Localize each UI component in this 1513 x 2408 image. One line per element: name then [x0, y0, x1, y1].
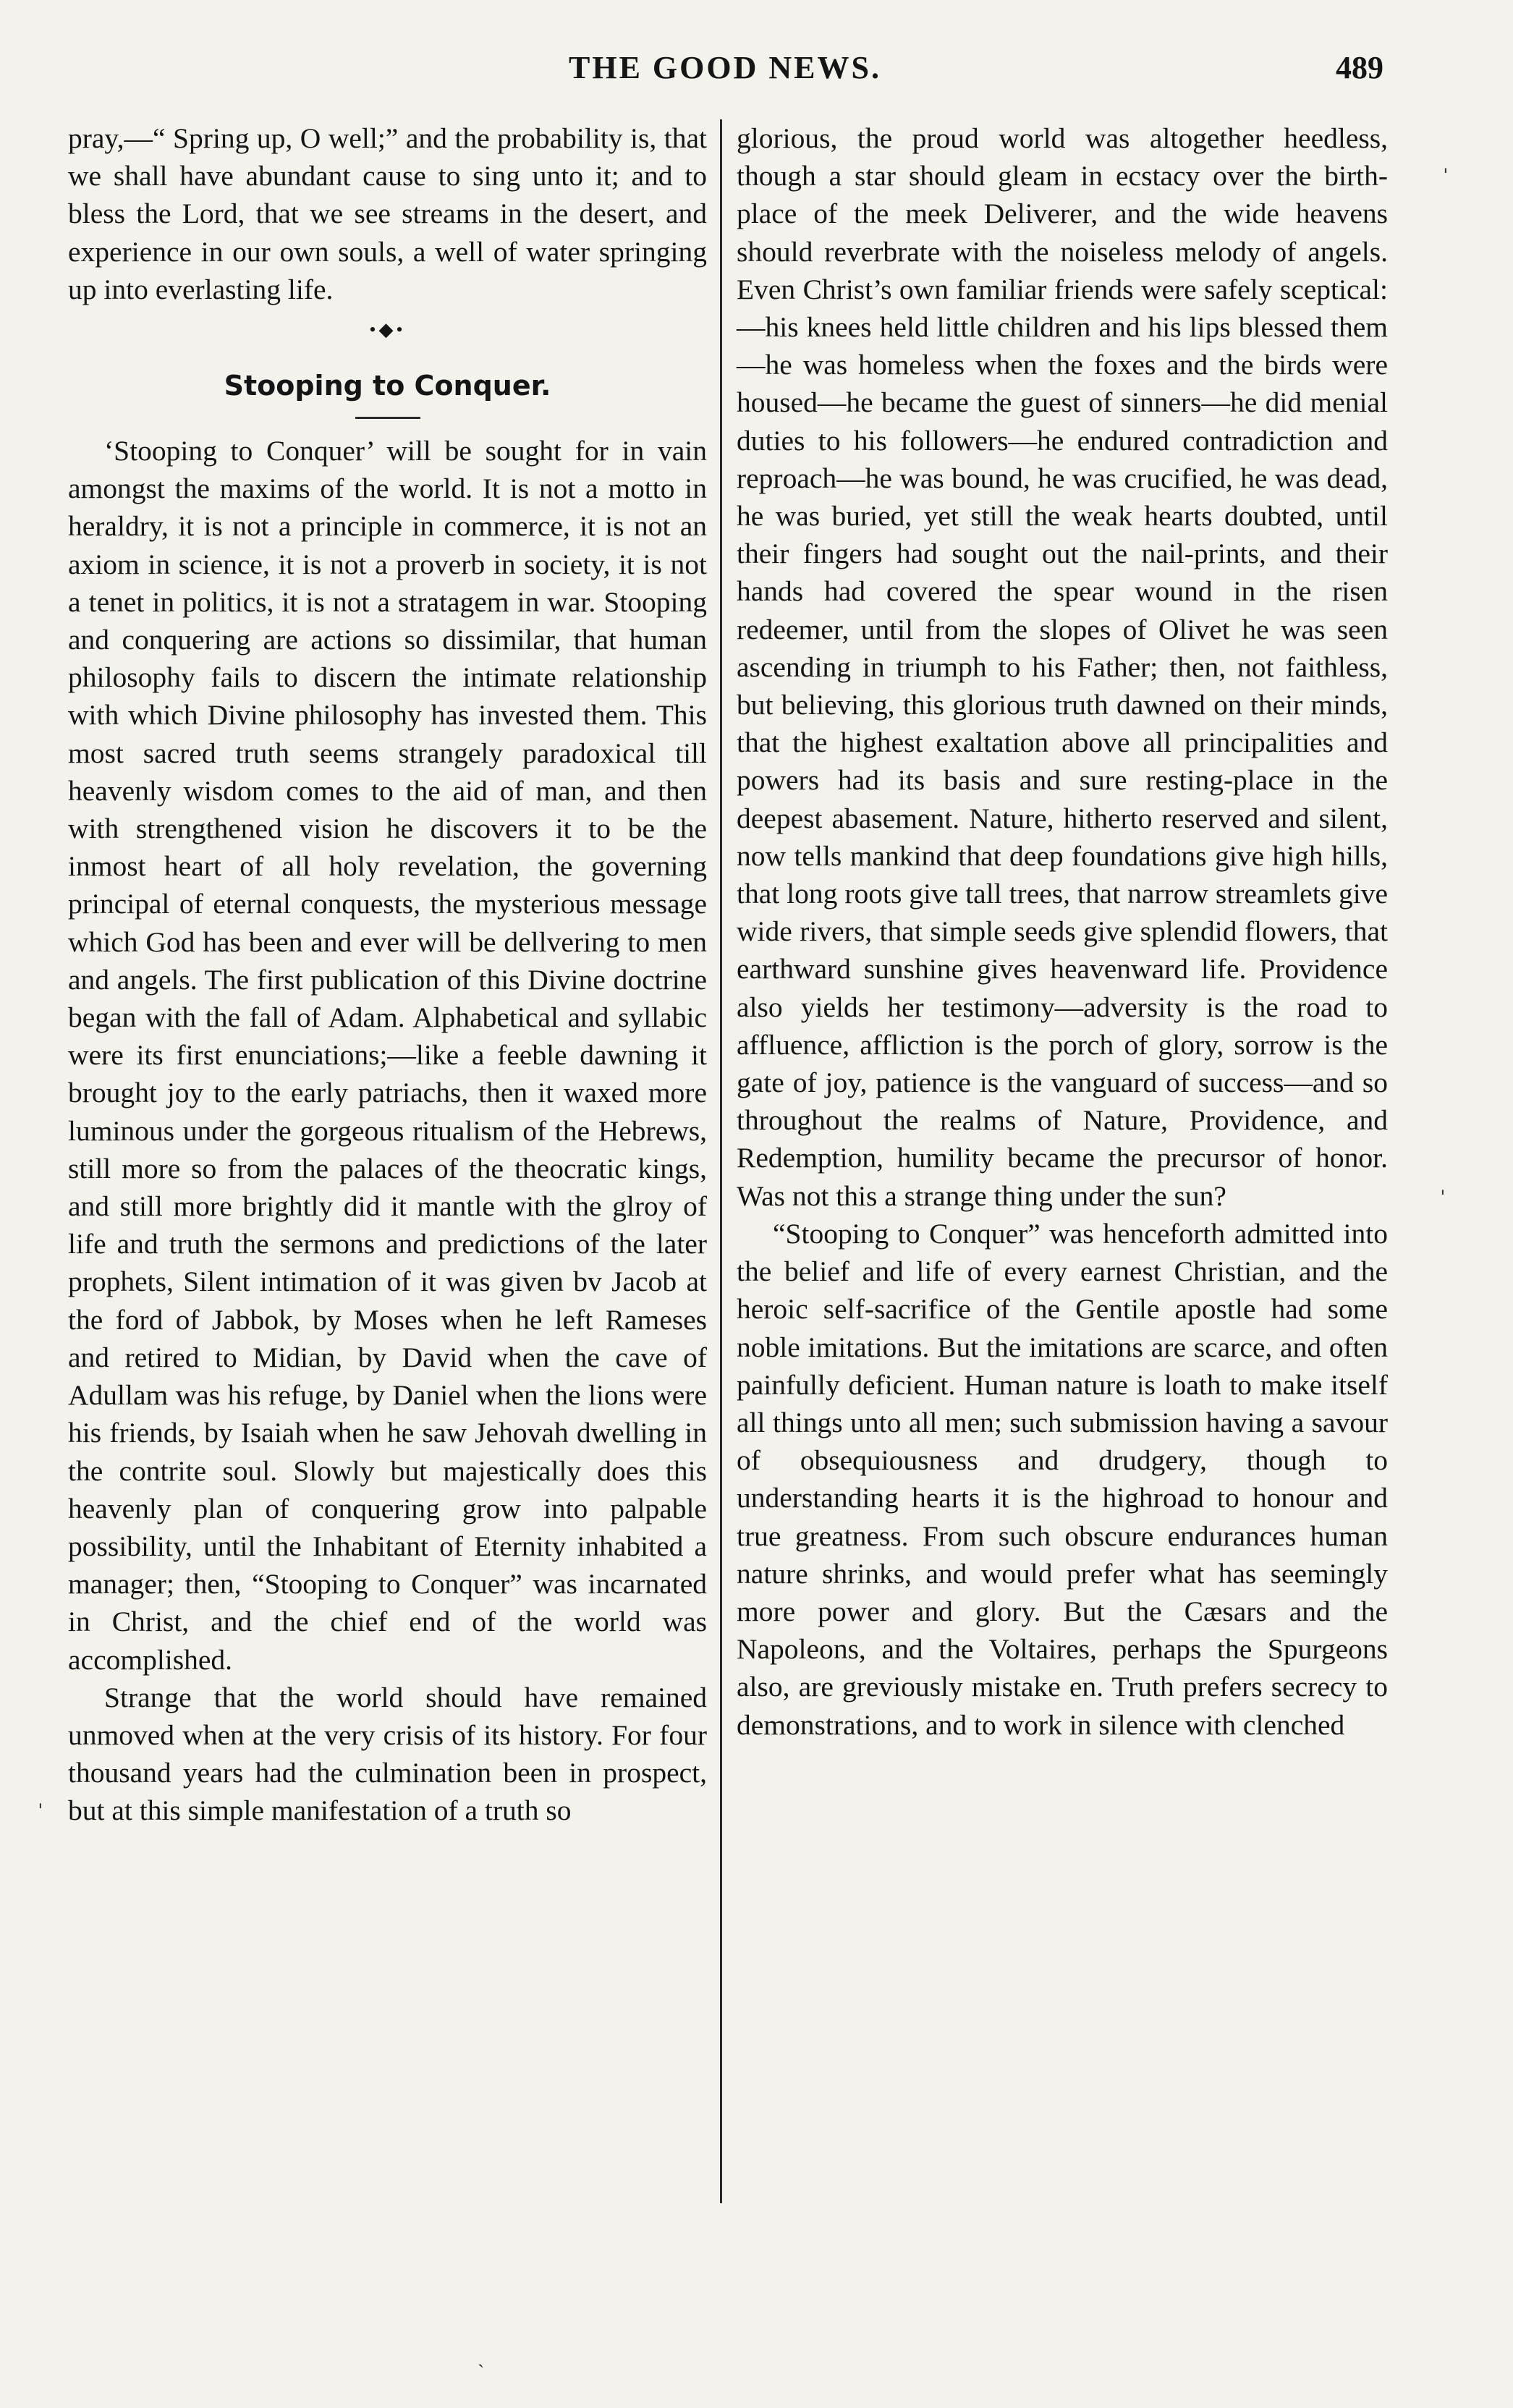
section-ornament: •◆•: [369, 319, 406, 341]
running-head: [67, 49, 1383, 97]
article-paragraph-2: Strange that the world should have remained unmoved when at the very crisis of its history. For four thousand years had the culmination been in prospect, but at this simple manifestation of a truth so: [68, 1681, 707, 1827]
scan-speck: ˈ: [1440, 1187, 1446, 1211]
left-column: [68, 119, 707, 1830]
article-paragraph-1: ‘Stooping to Conquer’ will be sought for in vain amongst the maxims of the world. It is not a motto in heraldry, it is not a principle in commerce, it is not an axiom in science, it is not a proverb in society, it is not a tenet in politics, it is not a stratagem in war. Stooping and conquering are actions so dissimilar, that human philosophy fails to discern the intimate relationship with which Divine philosophy has invested them. This most sacred truth seems strangely paradoxical till heavenly wisdom comes to the aid of man, and then with strengthened vision he discovers it to be the inmost heart of all holy revelation, the governing principal of eternal conquests, the mysterious message which God has been and ever will be dellvering to men and angels. The first publication of this Divine doctrine began with the fall of Adam. Alphabetical and syllabic were its first enunciations;—like a feeble dawning it brought joy to the early patriachs, then it waxed more luminous under the gorgeous ritualism of the Hebrews, still more so from the palaces of the theocratic kings, and still more brightly did it mantle with the glroy of life and truth the sermons and predictions of the later prophets, Silent intimation of it was given bv Jacob at the ford of Jabbok, by Moses when he left Rameses and retired to Midian, by David when the cave of Adullam was his refuge, by Daniel when the lions were his friends, by Isaiah when he saw Jehovah dwelling in the contrite soul. Slowly but majestically does this heavenly plan of conquering grow into palpable possibility, until the Inhabitant of Eternity inhabited a manager; then, “Stooping to Conquer” was incarnated in Christ, and the chief end of the world was accomplished.: [68, 435, 707, 1676]
right-column: [737, 119, 1388, 1744]
scan-speck: ˎ: [478, 2344, 485, 2368]
title-divider: [355, 417, 420, 419]
column-divider: [720, 119, 722, 2203]
intro-paragraph: pray,—“ Spring up, O well;” and the probability is, that we shall have abundant cause to sing unto it; and to bless the Lord, that we see streams in the desert, and experience in our own souls, a well of water springing up into everlasting life.: [68, 122, 707, 305]
article-paragraph-4: “Stooping to Conquer” was henceforth admitted into the belief and life of every earnest Christian, and the heroic self-sacrifice of the Gentile apostle had some noble imitations. But the imitations are scarce, and often painfully deficient. Human nature is loath to make itself all things unto all men; such submission having a savour of obsequiousness and drudgery, though to understanding hearts it is the highroad to honour and true greatness. From such obscure endurances human nature shrinks, and would prefer what has seemingly more power and glory. But the Cæsars and the Napoleons, and the Voltaires, perhaps the Spurgeons also, are greviously mistake en. Truth prefers secrecy to demonstrations, and to work in silence with clenched: [737, 1217, 1388, 1741]
journal-title: THE GOOD NEWS.: [569, 50, 881, 85]
scan-speck: ˈ: [38, 1800, 43, 1824]
article-paragraph-3: glorious, the proud world was altogether heedless, though a star should gleam in ecstacy over the birth-place of the meek Deliverer, and the wide heavens should reverbrate with the noiseless melody of angels. Even Christ’s own familiar friends were safely sceptical:—his knees held little children and his lips blessed them—he was homeless when the foxes and the birds were housed—he became the guest of sinners—he did menial duties to his followers—he endured contradiction and reproach—he was bound, he was crucified, he was dead, he was buried, yet still the weak hearts doubted, until their fingers had sought out the nail-prints, and their hands had covered the spear wound in the risen redeemer, until from the slopes of Olivet he was seen ascending in triumph to his Father; then, not faithless, but believing, this glorious truth dawned on their minds, that the highest exaltation above all principalities and powers had its basis and sure resting-place in the deepest abasement. Nature, hitherto reserved and silent, now tells mankind that deep foundations give high hills, that long roots give tall trees, that narrow streamlets give wide rivers, that simple seeds give splendid flowers, that earthward sunshine gives heavenward life. Providence also yields her testimony—adversity is the road to affluence, affliction is the porch of glory, sorrow is the gate of joy, patience is the vanguard of success—and so throughout the realms of Nature, Providence, and Redemption, humility became the precursor of honor. Was not this a strange thing under the sun?: [737, 122, 1388, 1212]
article-title: Stooping to Conquer.: [224, 370, 551, 402]
scan-speck: ˈ: [1443, 165, 1449, 189]
page-number: 489: [1336, 50, 1383, 85]
